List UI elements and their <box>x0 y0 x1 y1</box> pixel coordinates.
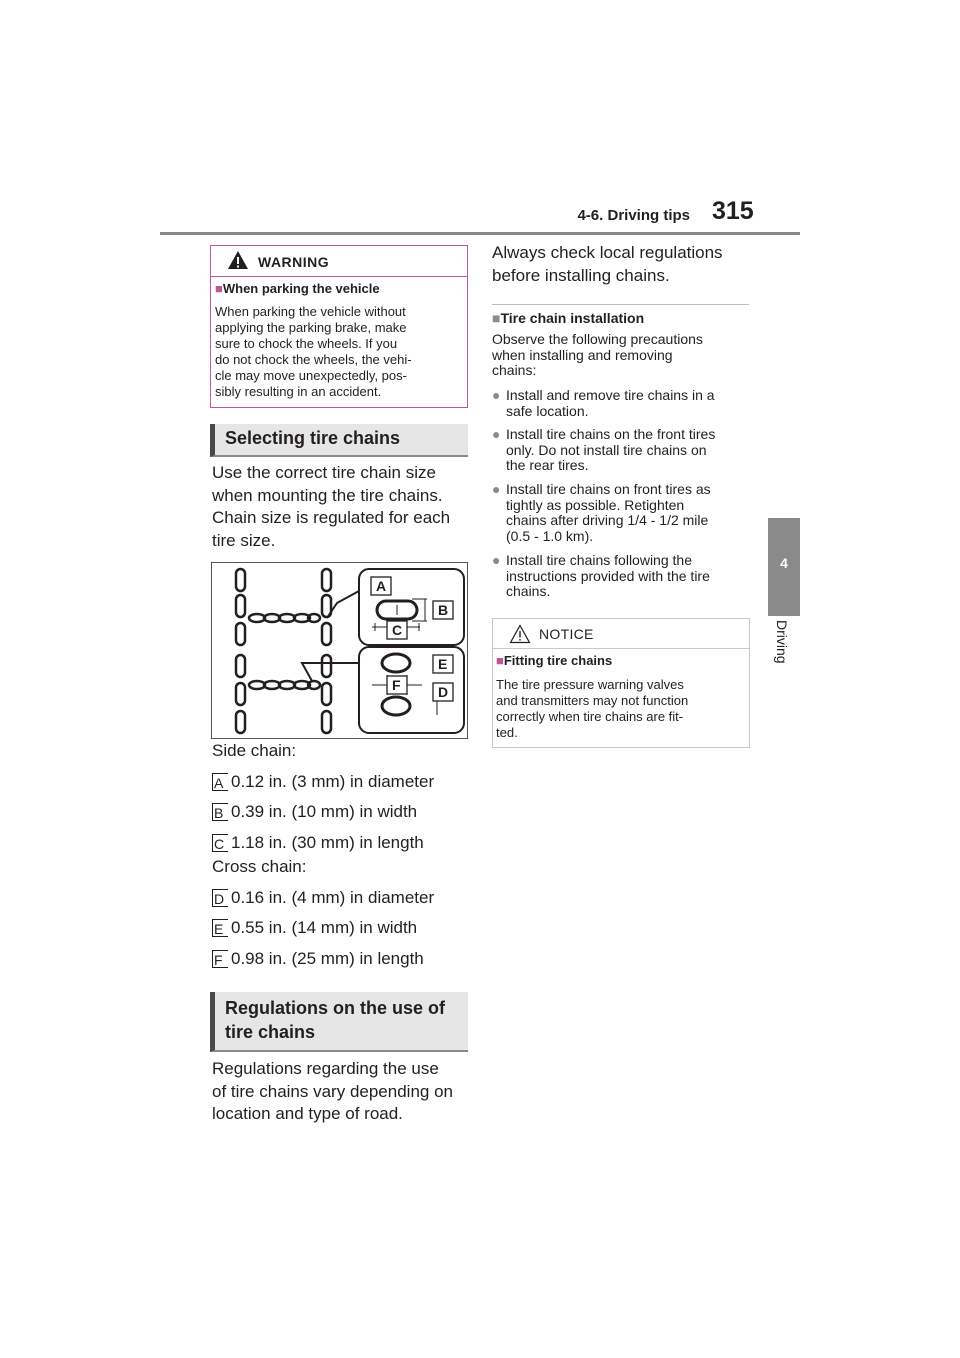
spec-label-e: E <box>212 919 228 937</box>
diagram-label-c: C <box>392 622 403 638</box>
diagram-label-a: A <box>376 578 387 594</box>
paragraph-line: Regulations regarding the use <box>212 1059 439 1078</box>
diagram-label-b: B <box>438 602 449 618</box>
diagram-label-f: F <box>392 677 401 693</box>
paragraph-line: before installing chains. <box>492 265 670 285</box>
cross-chain-title: Cross chain: <box>212 857 307 876</box>
bullet-dot: ● <box>492 387 501 403</box>
spec-value-e: 0.55 in. (14 mm) in width <box>231 918 418 937</box>
notice-box <box>492 618 750 748</box>
selecting-paragraph <box>212 462 472 552</box>
paragraph-line: Always check local regulations <box>492 243 723 262</box>
notice-line: and transmitters may not function <box>496 693 689 708</box>
diagram-label-d: D <box>438 684 449 700</box>
regulations-paragraph <box>212 1058 472 1126</box>
bullet-line: tightly as possible. Retighten <box>506 496 685 513</box>
spec-label-b: B <box>212 803 228 821</box>
warning-triangle-icon <box>227 250 249 270</box>
notice-header <box>493 619 749 649</box>
paragraph-line: tire size. <box>212 530 276 550</box>
installation-heading <box>492 310 644 326</box>
warning-line: sure to chock the wheels. If you <box>215 336 398 351</box>
bullet-line: Install and remove tire chains in a <box>506 387 715 403</box>
tire-chain-diagram <box>211 562 468 739</box>
paragraph-line: when installing and removing <box>492 346 673 363</box>
bullet-line: Install tire chains on front tires as <box>506 481 711 497</box>
side-chain-title: Side chain: <box>212 741 297 760</box>
cross-chain-bottom <box>249 681 320 689</box>
spec-item-a <box>212 772 434 794</box>
spec-label-c: C <box>212 834 228 852</box>
warning-line: applying the parking brake, make <box>215 320 407 335</box>
chapter-tab-number: 4 <box>780 555 788 571</box>
bullet-line: (0.5 - 1.0 km). <box>506 527 594 544</box>
bullet-item <box>492 388 750 419</box>
side-chain-left <box>236 569 245 733</box>
spec-item-d <box>212 888 434 910</box>
tire-chain-illustration <box>212 563 467 738</box>
spec-label-f: F <box>212 950 228 968</box>
bullet-line: instructions provided with the tire <box>506 567 710 584</box>
warning-header <box>211 246 467 277</box>
warning-marker: ■ <box>215 281 223 296</box>
section-title: 4-6. Driving tips <box>577 207 690 224</box>
spec-item-e <box>212 918 417 940</box>
bullet-item <box>492 482 750 544</box>
bullet-item <box>492 427 750 474</box>
heading-line: Regulations on the use of <box>225 998 446 1018</box>
heading-line: tire chains <box>225 1022 316 1042</box>
bullet-item <box>492 553 750 600</box>
bullet-line: chains. <box>506 583 551 599</box>
paragraph-line: location and type of road. <box>212 1104 403 1123</box>
paragraph-line: Use the correct tire chain size <box>212 463 436 482</box>
warning-subtitle: When parking the vehicle <box>222 281 380 296</box>
bullet-dot: ● <box>492 552 501 568</box>
spec-item-c <box>212 833 424 855</box>
warning-line: cle may move unexpectedly, pos- <box>215 368 407 383</box>
bullet-line: safe location. <box>506 402 589 419</box>
warning-body <box>215 304 465 400</box>
installation-marker: ■ <box>492 310 501 326</box>
spec-label-a: A <box>212 773 228 791</box>
notice-line: The tire pressure warning valves <box>496 677 684 692</box>
warning-line: do not chock the wheels, the vehi- <box>215 352 412 367</box>
heading-regulations <box>210 992 468 1052</box>
divider <box>492 304 749 305</box>
caution-triangle-icon <box>509 624 531 644</box>
bullet-line: the rear tires. <box>506 457 589 473</box>
heading-selecting-tire-chains: Selecting tire chains <box>210 424 468 457</box>
bullet-line: chains after driving 1/4 - 1/2 mile <box>506 512 709 528</box>
paragraph-line: chains: <box>492 362 537 378</box>
spec-value-b: 0.39 in. (10 mm) in width <box>231 802 418 821</box>
warning-subtitle-row <box>215 281 380 296</box>
notice-marker: ■ <box>496 653 504 668</box>
bullet-line: Install tire chains on the front tires <box>506 426 716 442</box>
side-chain-right <box>322 569 331 733</box>
installation-title: Tire chain installation <box>500 310 645 326</box>
paragraph-line: Observe the following precautions <box>492 331 703 347</box>
paragraph-line: of tire chains vary depending on <box>212 1081 453 1101</box>
warning-line: When parking the vehicle without <box>215 304 406 319</box>
notice-line: ted. <box>496 725 518 740</box>
bullet-dot: ● <box>492 481 501 497</box>
bullet-line: Install tire chains following the <box>506 552 692 568</box>
cross-chain-top <box>249 614 320 622</box>
warning-title: WARNING <box>258 254 330 270</box>
chapter-tab-label: Driving <box>774 620 790 664</box>
warning-box <box>210 245 468 408</box>
bullet-dot: ● <box>492 426 501 442</box>
spec-value-f: 0.98 in. (25 mm) in length <box>231 949 424 968</box>
notice-line: correctly when tire chains are fit- <box>496 709 684 724</box>
spec-item-f <box>212 949 424 971</box>
spec-value-c: 1.18 in. (30 mm) in length <box>231 833 424 852</box>
regulations-continued <box>492 242 762 287</box>
notice-body <box>496 677 746 741</box>
paragraph-line: Chain size is regulated for each <box>212 508 451 527</box>
spec-value-a: 0.12 in. (3 mm) in diameter <box>231 772 435 791</box>
header-rule <box>160 232 800 235</box>
bullet-line: only. Do not install tire chains on <box>506 441 707 458</box>
page-number: 315 <box>712 197 754 225</box>
spec-item-b <box>212 802 417 824</box>
notice-title: NOTICE <box>539 626 594 642</box>
installation-intro <box>492 332 750 379</box>
spec-label-d: D <box>212 889 228 907</box>
spec-value-d: 0.16 in. (4 mm) in diameter <box>231 888 435 907</box>
notice-subtitle-row <box>496 653 612 668</box>
chapter-tab-label-wrap <box>768 620 800 680</box>
notice-subtitle: Fitting tire chains <box>503 653 613 668</box>
warning-line: sibly resulting in an accident. <box>215 384 382 399</box>
diagram-label-e: E <box>438 656 448 672</box>
paragraph-line: when mounting the tire chains. <box>212 485 443 505</box>
